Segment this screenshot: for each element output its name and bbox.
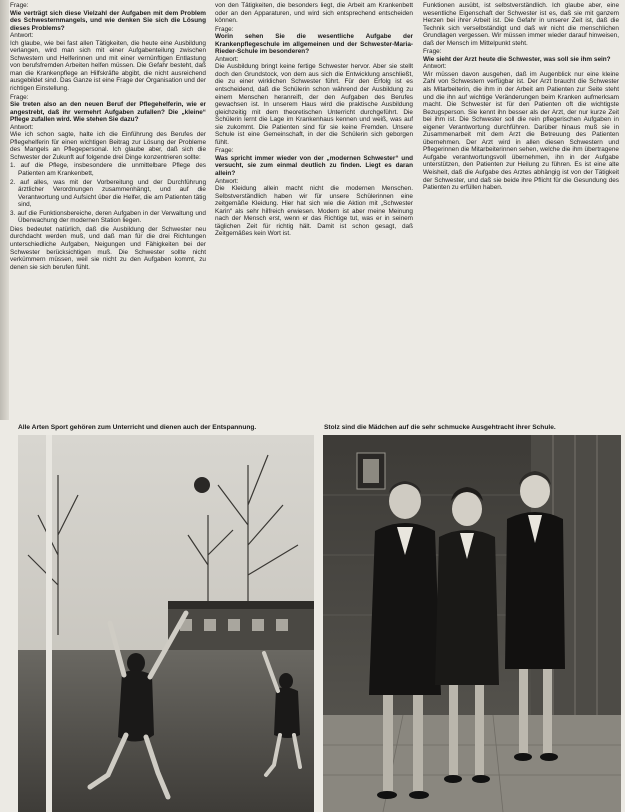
answer-label: Antwort: (423, 63, 447, 71)
photo-sport-outdoor (18, 435, 314, 812)
answer-text: Wir müssen davon ausgehen, daß im Augenblick nur eine kleine Zahl von Schwestern verfügbar ist. Der Arzt braucht die Schwester als Mitarbeiterin, die ihm in der Arbeit am Patienten zur Seite steht und die ihn auf wichtige Veränderungen beim Kranken aufmerksam macht. Die Schwester ist für den Patienten oft die wichtigste Bezugsperson. Sie kennt ihn besser als der Arzt, der nur kurze Zeit bei ihm ist. Die Schwester soll die rein pflegerischen Aufgaben in eigener Verantwortung durchführen. Darüber hinaus muß sie in Zusammenarbeit mit dem Arzt die Betreuung des Patienten übernehmen. Der Arzt wird in allen diesen Schwestern und Pflegerinnen die Mitarbeiterinnen sehen, welche die ihm übertragene Aufgabe verantwortungsvoll übernehmen, ihn in der Aufgabe unterstützen, den Patienten zur Heilung zu führen. Es ist eine alte Weisheit, daß die Aufgabe des Arztes abhängig ist von der Tätigkeit der Schwester, und daß sie beide ihre Pflicht für die Gesundung des Patienten zu erfüllen haben. (423, 70, 619, 192)
sport-photo-image (18, 435, 314, 812)
text-column-middle (215, 2, 413, 416)
continued-text: Funktionen ausübt, ist selbstverständlich. Ich glaube aber, eine wesentliche Eigenschaft der Schwester ist es, daß sie mit ganzem Herzen bei ihrer Arbeit ist. Die Gefahr in unserer Zeit ist, daß die Technik sich verselbständigt und daß wir nicht die menschlichen Grundlagen vergessen. Wir müssen immer wieder darauf hinweisen, daß der Mensch im Mittelpunkt steht. (423, 2, 619, 47)
answer-label: Antwort: (215, 177, 239, 185)
text-column-left (10, 2, 206, 416)
photo-uniform-students (323, 435, 621, 812)
question-label: Frage: (423, 48, 442, 56)
question-label: Frage: (10, 2, 29, 9)
question-text: Wie sieht der Arzt heute die Schwester, was soll sie ihm sein? (423, 55, 611, 63)
question-text: Sie treten also an den neuen Beruf der Pflegehelferin, wie er angestrebt, daß ihr vermehrt Aufgaben zufallen? Die „kleine“ Pflege zufallen wird. Wie stehen Sie dazu? (10, 101, 206, 124)
question-label: Frage: (215, 147, 234, 155)
photo-caption-left: Alle Arten Sport gehören zum Unterricht und dienen auch der Entspannung. (18, 424, 257, 431)
photo-caption-right: Stolz sind die Mädchen auf die sehr schmucke Ausgehtracht ihrer Schule. (324, 424, 556, 431)
question-text: Was spricht immer wieder von der „modernen Schwester“ und versucht, sie zum einmal deutlich zu finden. Liegt es daran allein? (215, 154, 413, 178)
answer-text: Dies bedeutet natürlich, daß die Ausbildung der Schwester neu durchdacht werden muß, und daß man für die drei Richtungen unterschiedliche Aufgaben, Neigungen und Fähigkeiten bei der Schwester berücksichtigen muß. Die Schwester sollte nicht verkümmern müssen, weil sie nicht zu den Aufgaben kommt, zu denen sie sich berufen fühlt. (10, 225, 206, 271)
answer-label: Antwort: (215, 55, 239, 63)
list-item: 1. auf die Pflege, insbesondere die unmittelbare Pflege des Patienten am Krankenbett, (10, 162, 206, 178)
answer-label: Antwort: (10, 32, 34, 40)
answer-text: Die Kleidung allein macht nicht die modernen Menschen. Selbstverständlich haben wir für unsere Schülerinnen eine zeitgemäße Kleidung. Hier hat sich wie die Aktion mit „Schwester Karin“ als sehr hilfreich erwiesen. Modern ist aber meine Meinung nach der Mensch erst, wenn er das Richtige tut, was er in seinem täglichen Zeit für richtig hält. Damit ist schon gesagt, daß Zeitgemäßes kein Wort ist. (215, 185, 413, 238)
uniform-photo-image (323, 435, 621, 812)
question-label: Frage: (215, 25, 234, 33)
list-item: 3. auf die Funktionsbereiche, deren Aufgaben in der Verwaltung und Überwachung der modernen Station liegen. (10, 209, 206, 225)
answer-label: Antwort: (10, 123, 34, 131)
question-label: Frage: (10, 93, 29, 101)
continued-text: von den Tätigkeiten, die besonders liegt, die Arbeit am Krankenbett oder an den Apparaturen, und wird sich entsprechend entscheiden können. (215, 2, 413, 25)
list-item: 2. auf alles, was mit der Vorbereitung und der Durchführung ärztlicher Verordnungen zusammenhängt, und auf die Verantwortung und Aufsicht über die Helfer, die am Patienten tätig sind, (10, 178, 206, 209)
answer-text: Wie ich schon sagte, halte ich die Einführung des Berufes der Pflegehelferin für einen wichtigen Beitrag zur Lösung der Probleme des Mangels an Pflegepersonal. Ich glaube aber, daß sich die Schwester der Zukunft auf folgende drei Dinge konzentrieren sollte: (10, 131, 206, 161)
answer-text: Die Ausbildung bringt keine fertige Schwester hervor. Aber sie stellt doch den Grundstock, von dem aus sich die Entwicklung anschließt, die zu einer wirklichen Schwester führt. Für den Erfolg ist es entscheidend, daß die Schülerin schon während der Ausbildung zu einem Menschen heranreift, der den Aufgaben des Berufes gewachsen ist. In unserem Haus wird die praktische Ausbildung gleichzeitig mit dem theoretischen Unterricht durchgeführt. Die Schülerin lernt die Lage im Krankenhaus kennen und weiß, was auf sie zukommt. Die Patienten sind für sie keine Fremden. Unsere Schule ist eine Gemeinschaft, in der die Schülerin sich geborgen fühlt. (215, 63, 413, 146)
question-text: Worin sehen Sie die wesentliche Aufgabe der Krankenpflegeschule im allgemeinen und der Schwester-Maria-Rieder-Schule im besonderen? (215, 33, 413, 56)
page-gutter-edge (0, 0, 9, 420)
question-text: Wie verträgt sich diese Vielzahl der Aufgaben mit dem Problem des Schwesternmangels, und wie denken Sie sich die Lösung dieses Problems? (10, 9, 206, 32)
text-column-right (423, 2, 619, 416)
answer-text: Ich glaube, wie bei fast allen Tätigkeiten, die heute eine Ausbildung verlangen, wird man sich mit einer Aufgabenteilung zwischen Schwestern und Helferinnen und mit einer vernünftigen Entlastung von berufsfremden Arbeiten helfen müssen. Die Gefahr besteht, daß man die Krankenpflege an Hilfskräfte abgibt, die nicht ausreichend ausgebildet sind. Das Ganze ist eine Frage der Organisation und der richtigen Einstellung. (10, 39, 206, 93)
